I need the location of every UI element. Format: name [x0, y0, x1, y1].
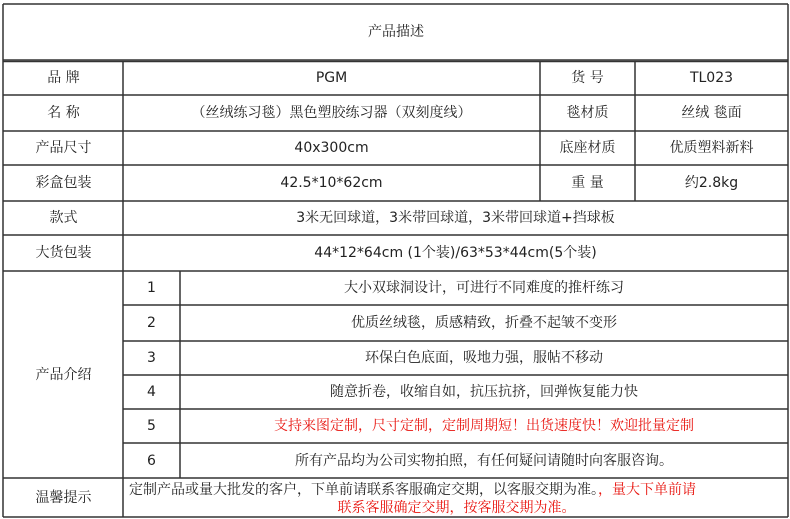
brand-value: PGM [315, 70, 348, 86]
intro-item-text: 随意折卷，收缩自如，抗压抗挤，回弹恢复能力快 [330, 384, 638, 400]
sku-value: TL023 [689, 70, 734, 86]
intro-item-number: 6 [147, 452, 156, 469]
weight-value: 约2.8kg [684, 175, 739, 191]
intro-item-number: 2 [147, 315, 156, 331]
weight-label: 重 量 [571, 175, 604, 191]
intro-label: 产品介绍 [35, 366, 92, 383]
size-label: 产品尺寸 [35, 140, 92, 156]
style-label: 款式 [49, 210, 78, 226]
carpet-material-label: 毯材质 [566, 105, 609, 121]
intro-item-text-highlight: 支持来图定制，尺寸定制，定制周期短！出货速度快！欢迎批量定制 [274, 418, 694, 434]
intro-item-text: 优质丝绒毯，质感精致，折叠不起皱不变形 [351, 315, 617, 331]
notice-text-black: 定制产品或量大批发的客户，下单前请联系客服确定交期，以客服交期为准。 [129, 482, 598, 498]
name-label: 名 称 [47, 105, 80, 121]
brand-label: 品 牌 [47, 70, 80, 86]
base-material-value: 优质塑料新料 [669, 140, 754, 156]
base-material-label: 底座材质 [559, 140, 616, 156]
sku-label: 货 号 [571, 70, 604, 86]
intro-item-number: 4 [147, 384, 156, 400]
intro-item-text: 环保白色底面，吸地力强，服帖不移动 [365, 350, 603, 366]
carpet-material-value: 丝绒 毯面 [681, 105, 742, 121]
notice-text [123, 479, 788, 517]
size-value: 40x300cm [294, 140, 369, 156]
name-value: （丝绒练习毯）黑色塑胶练习器（双刻度线） [191, 105, 472, 121]
bulk-packing-value: 44*12*64cm (1个装)/63*53*44cm(5个装) [314, 245, 597, 261]
intro-item-number: 1 [147, 280, 156, 296]
intro-item-text: 所有产品均为公司实物拍照，有任何疑问请随时向客服咨询。 [295, 452, 673, 469]
intro-item-number: 5 [147, 418, 156, 434]
intro-item-number: 3 [147, 350, 156, 366]
table-title: 产品描述 [368, 24, 424, 40]
intro-item-text: 大小双球洞设计，可进行不同难度的推杆练习 [344, 280, 624, 296]
notice-label: 温馨提示 [35, 490, 92, 506]
notice-text-red-2: 联系客服确定交期，按客服交期为准。 [337, 500, 576, 516]
box-packing-value: 42.5*10*62cm [280, 175, 383, 191]
style-value: 3米无回球道，3米带回球道，3米带回球道+挡球板 [296, 210, 615, 226]
notice-text-red-1: ，量大下单前请 [598, 482, 696, 498]
bulk-packing-label: 大货包装 [35, 245, 92, 261]
box-packing-label: 彩盒包装 [35, 175, 92, 191]
